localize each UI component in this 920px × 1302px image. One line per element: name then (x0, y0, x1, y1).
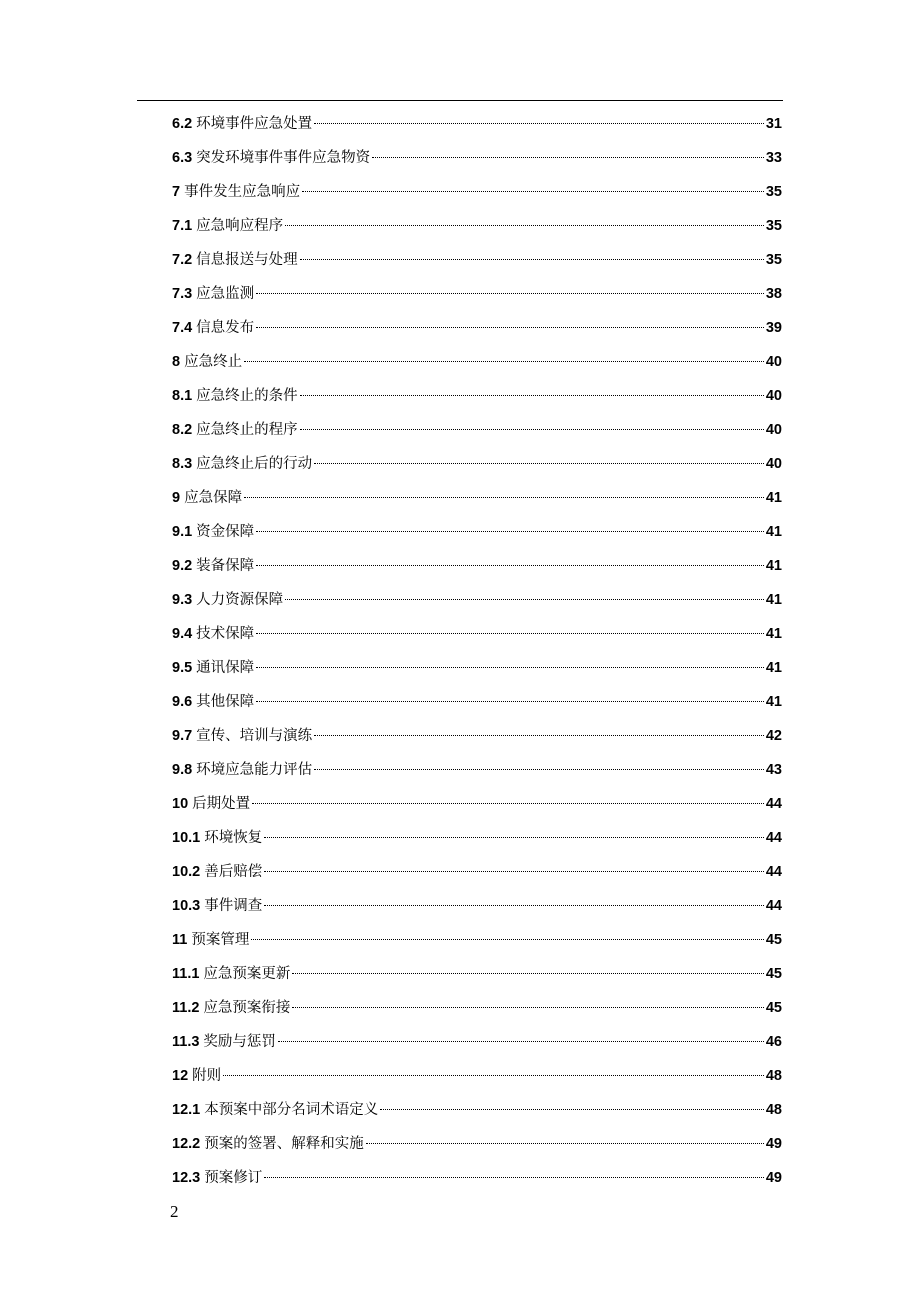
toc-leader-dots (314, 123, 764, 124)
toc-entry[interactable] (172, 991, 782, 1025)
toc-entry-title: 信息发布 (196, 320, 255, 336)
toc-entry-title: 应急响应程序 (196, 218, 284, 234)
toc-entry-number: 11 (172, 932, 188, 948)
toc-leader-dots (300, 395, 764, 396)
toc-entry-page: 43 (765, 762, 782, 778)
toc-entry[interactable] (172, 481, 782, 515)
toc-leader-dots (256, 327, 764, 328)
toc-leader-dots (366, 1143, 764, 1144)
toc-leader-dots (372, 157, 764, 158)
toc-entry[interactable] (172, 583, 782, 617)
toc-entry[interactable] (172, 209, 782, 243)
toc-entry-number: 8 (172, 354, 181, 370)
toc-entry[interactable] (172, 1127, 782, 1161)
toc-entry[interactable] (172, 243, 782, 277)
toc-entry-title: 环境恢复 (204, 830, 263, 846)
toc-leader-dots (256, 633, 764, 634)
toc-entry-page: 41 (765, 558, 782, 574)
toc-entry-title: 装备保障 (196, 558, 255, 574)
toc-entry-page: 44 (765, 898, 782, 914)
toc-leader-dots (244, 497, 764, 498)
toc-entry-page: 40 (765, 422, 782, 438)
toc-entry[interactable] (172, 685, 782, 719)
toc-leader-dots (285, 599, 764, 600)
toc-entry[interactable] (172, 855, 782, 889)
toc-entry-number: 9.2 (172, 558, 193, 574)
toc-entry-page: 46 (765, 1034, 782, 1050)
toc-entry-page: 42 (765, 728, 782, 744)
toc-entry-number: 10 (172, 796, 189, 812)
toc-entry-title: 事件调查 (204, 898, 263, 914)
toc-entry[interactable] (172, 957, 782, 991)
toc-entry-title: 通讯保障 (196, 660, 255, 676)
toc-entry-number: 6.2 (172, 116, 193, 132)
toc-entry-page: 41 (765, 592, 782, 608)
table-of-contents (172, 107, 782, 1195)
toc-entry-page: 35 (765, 184, 782, 200)
toc-entry-page: 45 (765, 1000, 782, 1016)
toc-entry[interactable] (172, 821, 782, 855)
toc-entry-page: 33 (765, 150, 782, 166)
toc-entry-number: 10.3 (172, 898, 201, 914)
toc-leader-dots (244, 361, 764, 362)
toc-entry-title: 其他保障 (196, 694, 255, 710)
toc-leader-dots (292, 1007, 763, 1008)
toc-entry-number: 11.3 (172, 1034, 200, 1050)
toc-leader-dots (256, 667, 764, 668)
toc-entry-title: 突发环境事件事件应急物资 (196, 150, 371, 166)
toc-entry[interactable] (172, 651, 782, 685)
toc-entry-number: 9.5 (172, 660, 193, 676)
toc-entry-title: 应急保障 (184, 490, 243, 506)
toc-entry-number: 11.2 (172, 1000, 200, 1016)
toc-leader-dots (256, 293, 764, 294)
header-rule (137, 100, 783, 101)
toc-entry-title: 应急预案衔接 (203, 1000, 291, 1016)
toc-entry-page: 41 (765, 626, 782, 642)
toc-entry[interactable] (172, 345, 782, 379)
toc-entry-number: 7 (172, 184, 181, 200)
toc-entry-number: 9.6 (172, 694, 193, 710)
toc-entry-number: 9.4 (172, 626, 193, 642)
toc-leader-dots (380, 1109, 764, 1110)
toc-entry-number: 9.7 (172, 728, 193, 744)
toc-leader-dots (300, 259, 764, 260)
toc-leader-dots (314, 769, 764, 770)
toc-entry[interactable] (172, 175, 782, 209)
toc-entry[interactable] (172, 549, 782, 583)
toc-entry-page: 48 (765, 1102, 782, 1118)
toc-entry-title: 附则 (192, 1068, 222, 1084)
toc-entry-number: 7.2 (172, 252, 193, 268)
toc-entry-page: 40 (765, 354, 782, 370)
toc-leader-dots (300, 429, 764, 430)
toc-leader-dots (314, 735, 764, 736)
toc-entry[interactable] (172, 447, 782, 481)
toc-entry[interactable] (172, 1059, 782, 1093)
toc-entry-number: 10.1 (172, 830, 201, 846)
toc-leader-dots (256, 701, 764, 702)
toc-entry-page: 41 (765, 660, 782, 676)
toc-entry[interactable] (172, 107, 782, 141)
toc-entry-page: 31 (765, 116, 782, 132)
toc-leader-dots (256, 565, 764, 566)
toc-entry[interactable] (172, 1161, 782, 1195)
toc-entry-title: 应急预案更新 (203, 966, 291, 982)
toc-entry-page: 44 (765, 864, 782, 880)
toc-entry-title: 人力资源保障 (196, 592, 284, 608)
toc-entry-number: 12 (172, 1068, 189, 1084)
toc-entry[interactable] (172, 923, 782, 957)
toc-entry-number: 7.4 (172, 320, 193, 336)
toc-entry-title: 应急终止的条件 (196, 388, 298, 404)
toc-entry-number: 9.3 (172, 592, 193, 608)
toc-entry[interactable] (172, 1093, 782, 1127)
toc-entry-title: 技术保障 (196, 626, 255, 642)
toc-leader-dots (292, 973, 763, 974)
toc-entry[interactable] (172, 379, 782, 413)
toc-entry-title: 善后赔偿 (204, 864, 263, 880)
toc-entry-number: 12.2 (172, 1136, 201, 1152)
toc-entry[interactable] (172, 889, 782, 923)
toc-leader-dots (302, 191, 764, 192)
toc-entry-title: 奖励与惩罚 (203, 1034, 276, 1050)
toc-entry[interactable] (172, 311, 782, 345)
toc-entry[interactable] (172, 753, 782, 787)
toc-entry-title: 预案的签署、解释和实施 (204, 1136, 364, 1152)
toc-entry-page: 40 (765, 456, 782, 472)
toc-entry-number: 6.3 (172, 150, 193, 166)
toc-entry-number: 7.1 (172, 218, 193, 234)
toc-leader-dots (285, 225, 764, 226)
toc-entry-title: 环境事件应急处置 (196, 116, 313, 132)
toc-entry-page: 35 (765, 218, 782, 234)
toc-entry-page: 38 (765, 286, 782, 302)
toc-entry-title: 预案管理 (191, 932, 250, 948)
toc-entry[interactable] (172, 1025, 782, 1059)
toc-entry-page: 45 (765, 932, 782, 948)
toc-entry-page: 41 (765, 694, 782, 710)
toc-entry-title: 应急终止后的行动 (196, 456, 313, 472)
toc-entry-page: 41 (765, 490, 782, 506)
toc-leader-dots (264, 837, 764, 838)
toc-leader-dots (278, 1041, 764, 1042)
toc-entry-page: 49 (765, 1136, 782, 1152)
toc-leader-dots (264, 871, 764, 872)
toc-entry[interactable] (172, 141, 782, 175)
toc-entry-number: 12.1 (172, 1102, 201, 1118)
toc-entry-title: 应急终止 (184, 354, 243, 370)
toc-entry-number: 12.3 (172, 1170, 201, 1186)
toc-entry-title: 本预案中部分名词术语定义 (204, 1102, 379, 1118)
toc-entry-number: 8.2 (172, 422, 193, 438)
toc-entry-title: 信息报送与处理 (196, 252, 298, 268)
toc-entry[interactable] (172, 787, 782, 821)
toc-entry-number: 7.3 (172, 286, 193, 302)
toc-entry-page: 44 (765, 796, 782, 812)
toc-leader-dots (264, 1177, 764, 1178)
toc-entry[interactable] (172, 277, 782, 311)
toc-entry-title: 宣传、培训与演练 (196, 728, 313, 744)
toc-entry-page: 39 (765, 320, 782, 336)
toc-leader-dots (256, 531, 764, 532)
toc-entry[interactable] (172, 617, 782, 651)
toc-entry-page: 48 (765, 1068, 782, 1084)
toc-entry-title: 后期处置 (192, 796, 251, 812)
toc-entry-page: 49 (765, 1170, 782, 1186)
toc-entry-page: 44 (765, 830, 782, 846)
toc-leader-dots (223, 1075, 764, 1076)
toc-entry-title: 资金保障 (196, 524, 255, 540)
toc-entry[interactable] (172, 719, 782, 753)
toc-entry-number: 8.1 (172, 388, 193, 404)
toc-entry[interactable] (172, 413, 782, 447)
toc-entry-number: 9.1 (172, 524, 193, 540)
toc-entry-page: 41 (765, 524, 782, 540)
toc-leader-dots (252, 803, 764, 804)
toc-entry-title: 应急监测 (196, 286, 255, 302)
toc-entry-number: 8.3 (172, 456, 193, 472)
toc-entry-number: 9.8 (172, 762, 193, 778)
toc-entry-title: 环境应急能力评估 (196, 762, 313, 778)
toc-entry-number: 11.1 (172, 966, 200, 982)
toc-entry-number: 10.2 (172, 864, 201, 880)
page-number: 2 (170, 1202, 179, 1221)
toc-entry[interactable] (172, 515, 782, 549)
toc-leader-dots (251, 939, 764, 940)
toc-entry-title: 应急终止的程序 (196, 422, 298, 438)
toc-entry-number: 9 (172, 490, 181, 506)
toc-entry-title: 事件发生应急响应 (184, 184, 301, 200)
toc-entry-page: 45 (765, 966, 782, 982)
toc-leader-dots (264, 905, 764, 906)
toc-entry-page: 35 (765, 252, 782, 268)
toc-entry-title: 预案修订 (204, 1170, 263, 1186)
toc-entry-page: 40 (765, 388, 782, 404)
toc-leader-dots (314, 463, 764, 464)
